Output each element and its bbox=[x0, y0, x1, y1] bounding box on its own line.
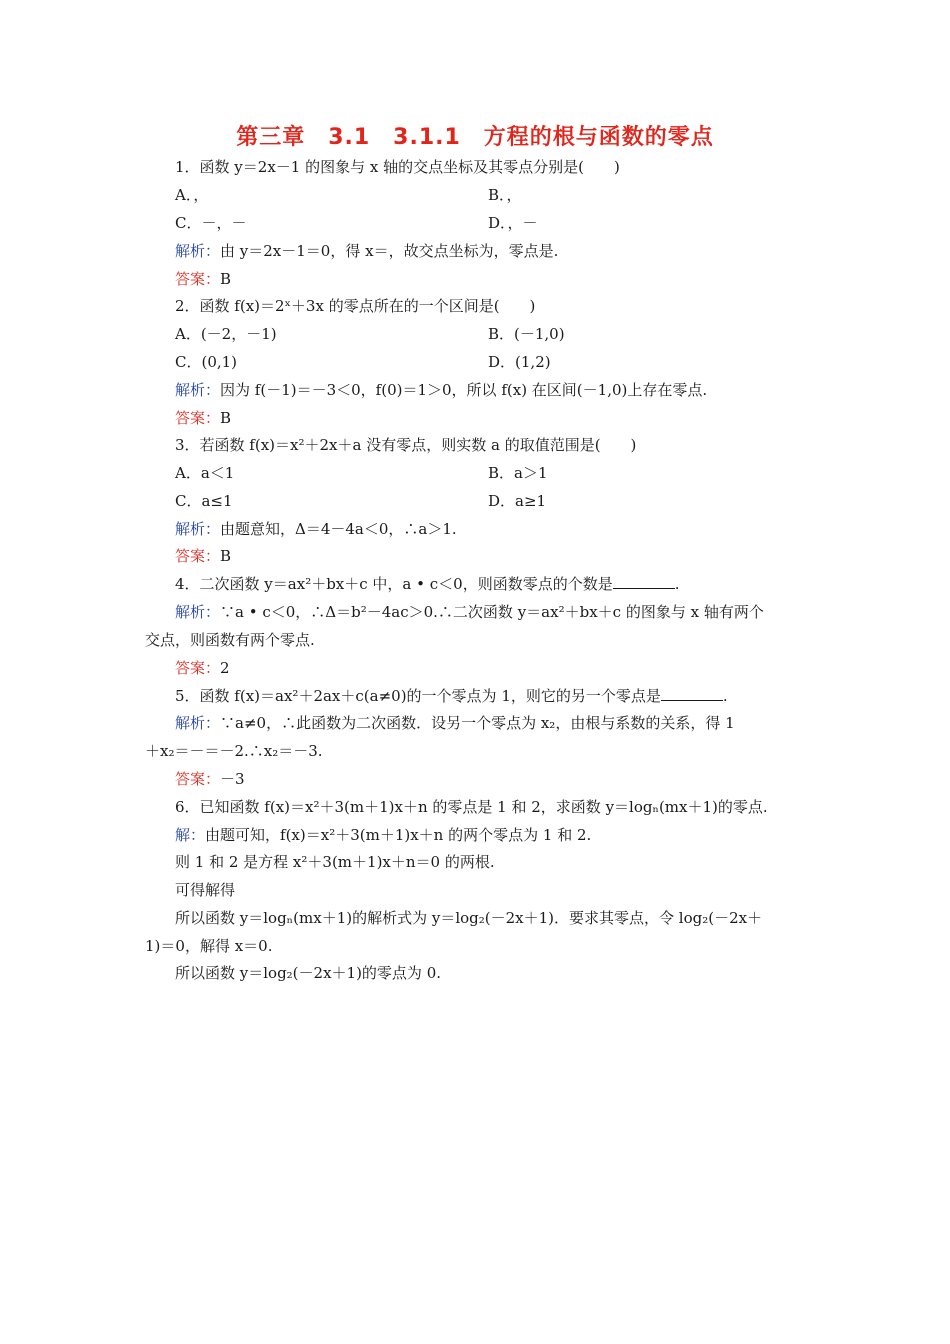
q5-stem-text: 5．函数 f(x)＝ax²＋2ax＋c(a≠0)的一个零点为 1，则它的另一个零点是 bbox=[175, 687, 661, 705]
q3-option-a: A．a＜1 bbox=[175, 464, 235, 482]
answer-blank bbox=[613, 574, 675, 589]
q3-answer bbox=[175, 546, 231, 566]
analysis-label: 解析： bbox=[175, 520, 221, 538]
q1-analysis-text: 由 y＝2x－1＝0，得 x＝，故交点坐标为，零点是. bbox=[220, 242, 559, 260]
q2-option-c: C．(0,1) bbox=[175, 353, 238, 371]
q1-option-d: D．，－ bbox=[488, 214, 538, 232]
q5-analysis-text-2: ＋x₂＝－＝－2.∴x₂＝－3. bbox=[145, 742, 323, 760]
answer-label: 答案： bbox=[175, 659, 221, 677]
q6-solution-2: 则 1 和 2 是方程 x²＋3(m＋1)x＋n＝0 的两根. bbox=[175, 853, 495, 871]
q1-stem: 1．函数 y＝2x－1 的图象与 x 轴的交点坐标及其零点分别是( ) bbox=[175, 158, 620, 176]
answer-label: 答案： bbox=[175, 270, 221, 288]
q3-analysis-text: 由题意知，Δ＝4－4a＜0，∴a＞1. bbox=[220, 520, 457, 538]
q5-stem bbox=[175, 686, 728, 706]
q5-answer-text: －3 bbox=[220, 770, 245, 788]
q5-answer bbox=[175, 769, 245, 789]
q3-option-c: C．a≤1 bbox=[175, 492, 233, 510]
answer-label: 答案： bbox=[175, 409, 221, 427]
q2-stem: 2．函数 f(x)＝2ˣ＋3x 的零点所在的一个区间是( ) bbox=[175, 297, 536, 315]
q3-stem: 3．若函数 f(x)＝x²＋2x＋a 没有零点，则实数 a 的取值范围是( ) bbox=[175, 436, 637, 454]
q4-answer bbox=[175, 658, 230, 678]
answer-blank bbox=[661, 686, 723, 701]
q6-solution-5: 1)＝0，解得 x＝0. bbox=[145, 937, 273, 955]
q1-answer-text: B bbox=[220, 270, 232, 288]
q4-analysis-text-2: 交点，则函数有两个零点. bbox=[145, 631, 315, 649]
q6-stem: 6．已知函数 f(x)＝x²＋3(m＋1)x＋n 的零点是 1 和 2，求函数 y＝logₙ(mx＋1)的零点. bbox=[175, 798, 768, 816]
q1-analysis bbox=[175, 241, 558, 261]
q4-analysis bbox=[175, 602, 764, 622]
q2-analysis bbox=[175, 380, 707, 400]
q2-option-d: D．(1,2) bbox=[488, 353, 551, 371]
q2-answer-text: B bbox=[220, 409, 232, 427]
answer-label: 答案： bbox=[175, 547, 221, 565]
q4-stem-end: . bbox=[674, 575, 680, 593]
q6-solution-4: 所以函数 y＝logₙ(mx＋1)的解析式为 y＝log₂(－2x＋1)．要求其零点，令 log₂(－2x＋ bbox=[175, 909, 763, 927]
analysis-label: 解析： bbox=[175, 242, 221, 260]
q4-stem bbox=[175, 574, 680, 594]
q1-answer bbox=[175, 269, 231, 289]
q2-analysis-text: 因为 f(－1)＝－3＜0，f(0)＝1＞0，所以 f(x) 在区间(－1,0)上存在零点. bbox=[220, 381, 708, 399]
analysis-label: 解析： bbox=[175, 603, 221, 621]
q4-stem-text: 4．二次函数 y＝ax²＋bx＋c 中，a • c＜0，则函数零点的个数是 bbox=[175, 575, 613, 593]
q1-option-b: B．， bbox=[488, 186, 522, 204]
q6-solution-3: 可得解得 bbox=[175, 881, 236, 899]
q6-solution-text-1: 由题可知，f(x)＝x²＋3(m＋1)x＋n 的两个零点为 1 和 2. bbox=[205, 826, 592, 844]
page-title: 第三章 3.1 3.1.1 方程的根与函数的零点 bbox=[236, 125, 714, 150]
q4-analysis-text-1: ∵a • c＜0，∴Δ＝b²－4ac＞0.∴二次函数 y＝ax²＋bx＋c 的图象与 x 轴有两个 bbox=[220, 603, 764, 621]
q3-option-b: B．a＞1 bbox=[488, 464, 548, 482]
q3-answer-text: B bbox=[220, 547, 232, 565]
answer-label: 答案： bbox=[175, 770, 221, 788]
q4-answer-text: 2 bbox=[220, 659, 230, 677]
analysis-label: 解析： bbox=[175, 714, 221, 732]
q1-option-c: C．－，－ bbox=[175, 214, 247, 232]
q3-analysis bbox=[175, 519, 457, 539]
q2-answer bbox=[175, 408, 231, 428]
q5-analysis bbox=[175, 713, 735, 733]
q5-analysis-text-1: ∵a≠0，∴此函数为二次函数．设另一个零点为 x₂，由根与系数的关系，得 1 bbox=[220, 714, 735, 732]
q2-option-a: A．(－2，－1) bbox=[175, 325, 277, 343]
q6-solution-6: 所以函数 y＝log₂(－2x＋1)的零点为 0. bbox=[175, 964, 442, 982]
q5-stem-end: . bbox=[722, 687, 728, 705]
q2-option-b: B．(－1,0) bbox=[488, 325, 565, 343]
analysis-label: 解析： bbox=[175, 381, 221, 399]
q1-option-a: A．， bbox=[175, 186, 209, 204]
solution-label: 解： bbox=[175, 826, 206, 844]
q6-solution-1 bbox=[175, 825, 591, 845]
q3-option-d: D．a≥1 bbox=[488, 492, 547, 510]
